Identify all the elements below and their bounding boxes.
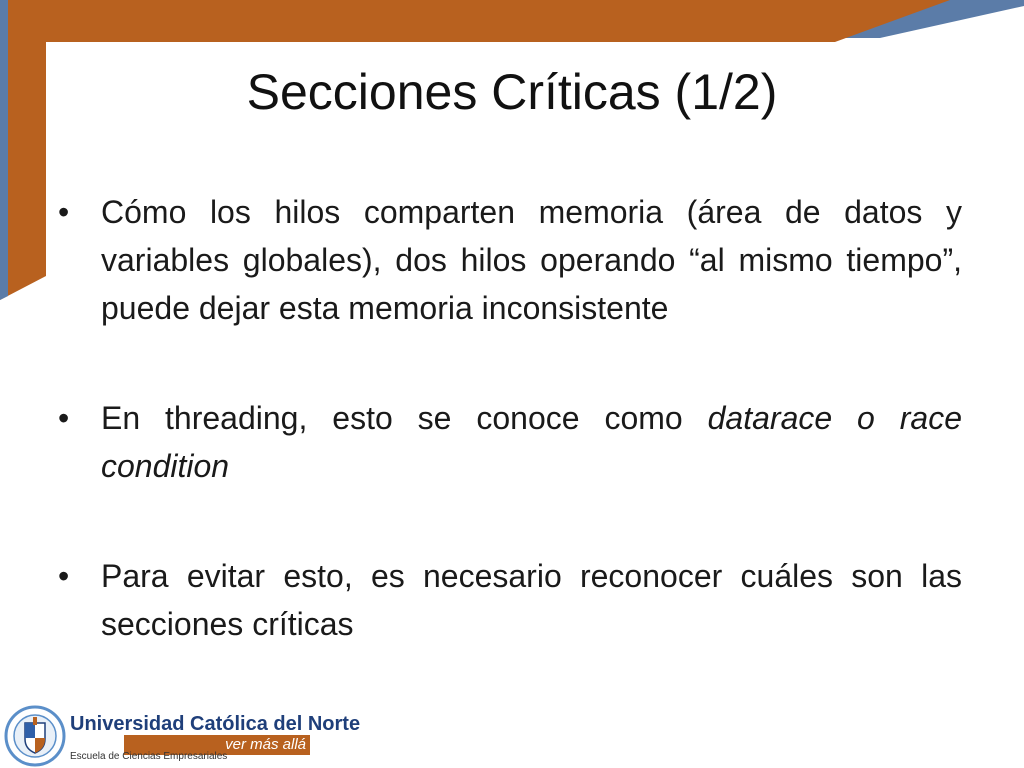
- bullet-item: [58, 394, 962, 490]
- slide-title: Secciones Críticas (1/2): [246, 64, 778, 120]
- frame-left-edge: [0, 0, 8, 300]
- bullet-dot: •: [58, 400, 70, 436]
- bullet-item: [58, 552, 962, 648]
- university-tagline: ver más allá: [225, 736, 306, 753]
- bullet-dot: •: [58, 558, 70, 594]
- bullet-text: Para evitar esto, es necesario reconocer cuáles son las secciones críticas: [101, 558, 962, 642]
- bullet-dot: •: [58, 194, 70, 230]
- bullet-text: En threading, esto se conoce como: [101, 400, 708, 436]
- bullet-text: Cómo los hilos comparten memoria (área de datos y variables globales), dos hilos operando “al mismo tiempo”, puede dejar esta memoria inconsistente: [101, 194, 962, 326]
- university-seal-icon: [4, 705, 66, 767]
- school-name: Escuela de Ciencias Empresariales: [70, 751, 228, 762]
- university-logo: [4, 705, 361, 765]
- university-name: Universidad Católica del Norte: [70, 713, 361, 735]
- bullet-item: [58, 188, 962, 332]
- bullet-list: [58, 188, 962, 710]
- bullet-term: datarace o race condition: [101, 400, 963, 484]
